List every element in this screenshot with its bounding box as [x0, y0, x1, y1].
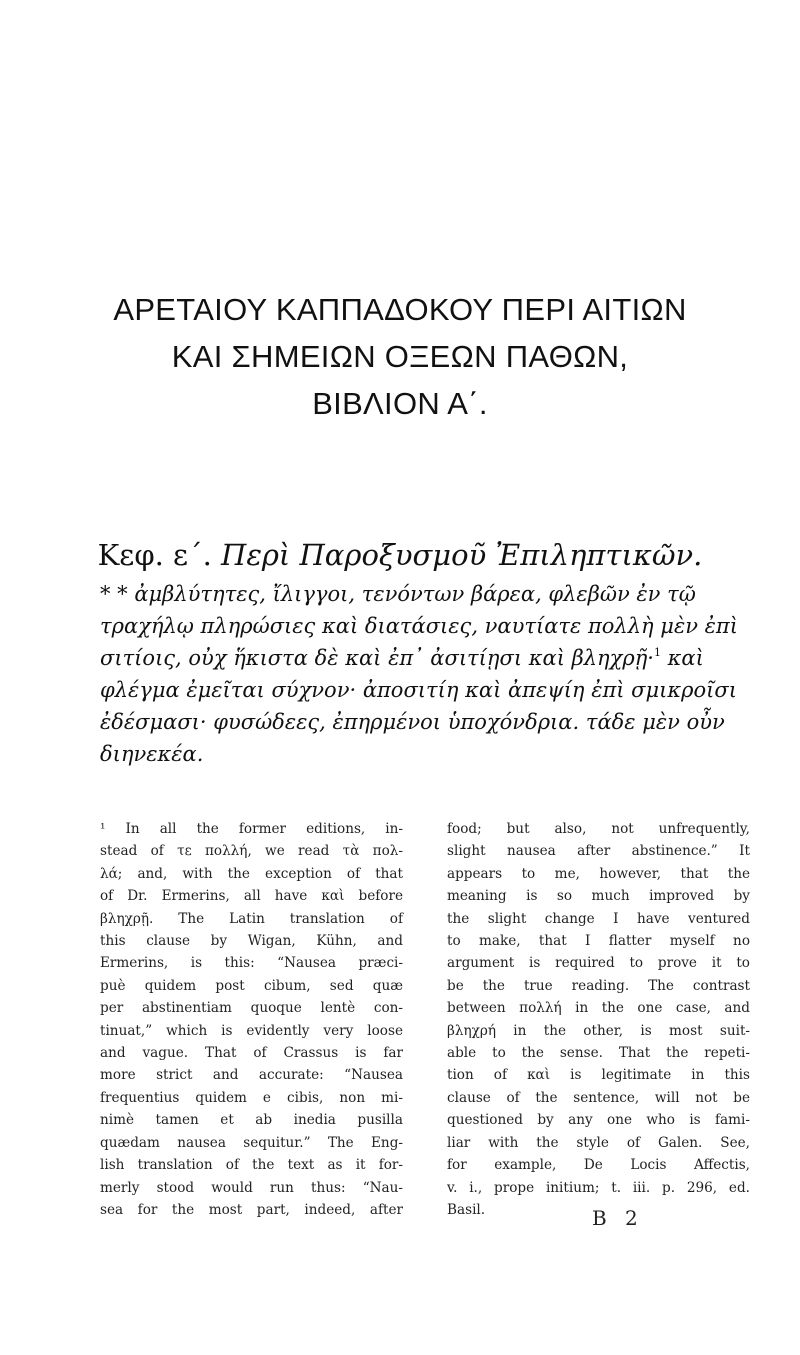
title-line-2: ΚΑΙ ΣΗΜΕΙΩΝ ΟΞΕΩΝ ΠΑΘΩΝ, — [171, 339, 629, 374]
footnote-line: Basil. — [447, 1201, 486, 1218]
footnote-line: to make, that I flatter myself no — [447, 933, 750, 950]
chapter-number: Κεφ. ε΄. — [97, 538, 212, 572]
footnote-line: λά; and, with the exception of that — [100, 865, 403, 882]
footnote-line: this clause by Wigan, Kühn, and — [100, 933, 403, 950]
footnote-line: tion of καὶ is legitimate in this — [447, 1067, 750, 1084]
footnote-line: stead of τε πολλή, we read τὰ πολ- — [100, 843, 403, 860]
footnote-line: the slight change I have ventured — [447, 910, 750, 927]
greek-line: διηνεκέα. — [100, 742, 204, 766]
footnote-left-column — [100, 818, 403, 1221]
greek-line: * * ἀμβλύτητες, ἴλιγγοι, τενόντων βάρεα, φλεβῶν ἐν τῷ — [100, 582, 696, 606]
footnote-line: Ermerins, is this: “Nausea præci- — [100, 955, 403, 972]
footnote-line: ¹ In all the former editions, in- — [100, 821, 403, 837]
footnote-line: questioned by any one who is fami- — [447, 1112, 750, 1129]
footnote-line: be the true reading. The contrast — [447, 977, 750, 994]
footnote-line: βληχρή in the other, is most suit- — [447, 1022, 750, 1039]
greek-line: τραχήλῳ πληρώσιες καὶ διατάσιες, ναυτίατε πολλὴ μὲν ἐπὶ — [100, 614, 738, 638]
chapter-heading — [0, 538, 800, 572]
footnote-line: for example, De Locis Affectis, — [447, 1157, 750, 1174]
footnote-line: meaning is so much improved by — [447, 888, 750, 905]
footnote-line: slight nausea after abstinence.” It — [447, 843, 750, 860]
title-line-3: ΒΙΒΛΙΟΝ Α΄. — [312, 386, 488, 421]
footnote-right-column — [447, 818, 750, 1221]
chapter-title: Περὶ Παροξυσμοῦ Ἐπιληπτικῶν. — [221, 538, 703, 572]
footnote-line: of Dr. Ermerins, all have καὶ before — [100, 888, 403, 905]
footnote-line: and vague. That of Crassus is far — [100, 1045, 403, 1062]
page-title — [60, 286, 740, 427]
footnote-line: between πολλή in the one case, and — [447, 1000, 750, 1017]
footnote-reference[interactable]: 1 — [653, 646, 661, 659]
footnote-line: argument is required to prove it to — [447, 955, 750, 972]
footnote-line: merly stood would run thus: “Nau- — [100, 1179, 403, 1196]
greek-line-end: καὶ — [667, 646, 704, 670]
footnote-line: βληχρῇ. The Latin translation of — [100, 910, 403, 927]
footnote-line: per abstinentiam quoque lentè con- — [100, 1000, 403, 1017]
signature-mark: B 2 — [592, 1206, 644, 1230]
footnote-line: v. i., prope initium; t. iii. p. 296, ed. — [447, 1179, 750, 1196]
footnote-line: frequentius quidem e cibis, non mi- — [100, 1089, 403, 1106]
footnote-line: sea for the most part, indeed, after — [100, 1201, 403, 1218]
footnote-line: food; but also, not unfrequently, — [447, 821, 750, 837]
footnote-line: nimè tamen et ab inedia pusilla — [100, 1112, 403, 1129]
footnote-line: appears to me, however, that the — [447, 865, 750, 882]
footnote-line: lish translation of the text as it for- — [100, 1157, 403, 1174]
footnote-line: quædam nausea sequitur.” The Eng- — [100, 1134, 403, 1151]
footnote-line: able to the sense. That the repeti- — [447, 1045, 750, 1062]
greek-line — [100, 642, 740, 674]
footnote-line: tinuat,” which is evidently very loose — [100, 1022, 403, 1039]
greek-body-text — [100, 578, 740, 770]
greek-line: φλέγμα ἐμεῖται σύχνον· ἀποσιτίη καὶ ἀπεψίη ἐπὶ σμικροῖσι — [100, 678, 737, 702]
footnote-line: more strict and accurate: “Nausea — [100, 1067, 403, 1084]
footnote-line: puè quidem post cibum, sed quæ — [100, 977, 403, 994]
title-line-1: ΑΡΕΤΑΙΟΥ ΚΑΠΠΑΔΟΚΟΥ ΠΕΡΙ ΑΙΤΙΩΝ — [113, 292, 687, 327]
footnote-line: clause of the sentence, will not be — [447, 1089, 750, 1106]
footnote-line: liar with the style of Galen. See, — [447, 1134, 750, 1151]
greek-line-text: σιτίοις, οὐχ ἥκιστα δὲ καὶ ἐπ᾽ ἀσιτίῃσι καὶ βληχρῇ· — [100, 646, 654, 670]
greek-line: ἐδέσμασι· φυσώδεες, ἐπηρμένοι ὑποχόνδρια. τάδε μὲν οὖν — [100, 710, 725, 734]
